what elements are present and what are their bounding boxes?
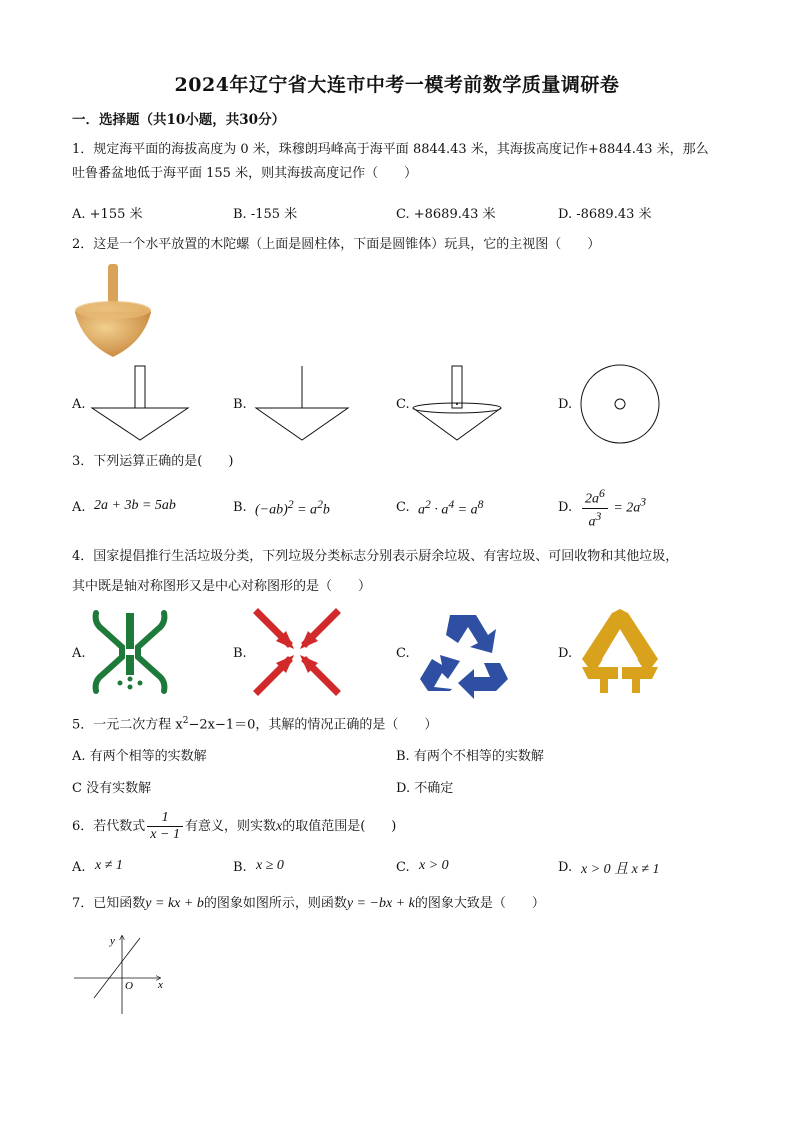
- q6-label-c[interactable]: C.: [396, 860, 410, 875]
- q5-text-b: −2x−1＝0，其解的情况正确的是（ ）: [188, 717, 438, 733]
- q3-c-e1: 2: [425, 498, 431, 511]
- y-axis-label: y: [110, 935, 115, 947]
- q1-option-a[interactable]: A. +155 米: [72, 207, 143, 222]
- q6-option-d: x > 0 且 x ≠ 1: [581, 862, 660, 877]
- q7-graph: [74, 932, 174, 1016]
- q5-option-b[interactable]: B. 有两个不相等的实数解: [396, 749, 544, 764]
- q6-option-a: x ≠ 1: [95, 858, 123, 873]
- q2-figure-a: [90, 366, 190, 444]
- q6-option-c: x > 0: [419, 858, 449, 873]
- function-line: [94, 938, 140, 998]
- q3-c-e2: 4: [448, 498, 455, 511]
- q3-c-dot: · a: [430, 502, 449, 518]
- recyclable-icon: [416, 609, 510, 695]
- q7-function-2: y = −bx + k: [346, 896, 415, 911]
- other-waste-icon: [578, 607, 662, 697]
- q2-label-b[interactable]: B.: [233, 397, 247, 412]
- q7-function-1: y = kx + b: [145, 896, 204, 911]
- kitchen-waste-icon: [90, 607, 170, 697]
- q5-option-d[interactable]: D. 不确定: [396, 781, 454, 796]
- question-1: [72, 138, 732, 186]
- q6-label-a[interactable]: A.: [72, 860, 86, 875]
- q4-line2: 其中既是轴对称图形又是中心对称图形的是（ ）: [72, 579, 372, 594]
- q6-text-b: 有意义，则实数: [184, 819, 276, 834]
- q1-option-c[interactable]: C. +8689.43 米: [396, 207, 496, 222]
- q3-b-rhs-b: b: [322, 502, 330, 518]
- hazardous-waste-icon: [254, 609, 340, 695]
- q3-b-rhs: = a: [293, 502, 318, 518]
- q6-fraction: [147, 810, 183, 843]
- q2-figure-b: [254, 366, 354, 444]
- q2-text: 2．这是一个水平放置的木陀螺（上面是圆柱体，下面是圆锥体）玩具，它的主视图（ ）: [72, 237, 601, 252]
- q3-d-num-exp: 6: [599, 487, 605, 500]
- q4-line1: 4．国家提倡推行生活垃圾分类，下列垃圾分类标志分别表示厨余垃圾、有害垃圾、可回收物和其他垃圾，: [72, 549, 679, 564]
- q6-text-c: 的取值范围是( ): [282, 819, 397, 834]
- q3-c-a: a: [418, 502, 425, 518]
- q2-figure-d: [580, 364, 662, 444]
- q3-option-b: [255, 498, 330, 519]
- q7-text-b: 的图象如图所示，则函数: [203, 896, 347, 911]
- q1-option-b[interactable]: B. -155 米: [233, 207, 298, 222]
- q6-text-a: 6．若代数式: [72, 819, 146, 834]
- q6-frac-num: 1: [147, 810, 183, 827]
- q2-label-d[interactable]: D.: [558, 397, 573, 412]
- q5-option-a[interactable]: A. 有两个相等的实数解: [72, 749, 207, 764]
- q4-label-d[interactable]: D.: [558, 646, 573, 661]
- q1-option-d[interactable]: D. -8689.43 米: [558, 207, 652, 222]
- q5-exponent: 2: [182, 716, 189, 726]
- q2-label-a[interactable]: A.: [72, 397, 86, 412]
- q5-option-c[interactable]: C 没有实数解: [72, 781, 152, 796]
- q1-line1: 1．规定海平面的海拔高度为 0 米，珠穆朗玛峰高于海平面 8844.43 米，其海拔高度记作+8844.43 米，那么: [72, 142, 709, 157]
- q4-label-a[interactable]: A.: [72, 646, 86, 661]
- q3-d-den-exp: 3: [595, 509, 602, 523]
- q5-text-a: 5．一元二次方程 x: [72, 717, 183, 733]
- q3-label-d[interactable]: D.: [558, 500, 573, 515]
- q3-label-c[interactable]: C.: [396, 500, 410, 515]
- x-axis-label: x: [158, 979, 163, 991]
- origin-label: O: [125, 980, 133, 992]
- question-7: [72, 892, 732, 916]
- q6-var: x: [275, 819, 283, 834]
- q3-label-b[interactable]: B.: [233, 500, 247, 515]
- q2-label-c[interactable]: C.: [396, 397, 410, 412]
- question-6: [72, 810, 732, 843]
- q7-text-c: 的图象大致是（ ）: [414, 896, 545, 911]
- question-4: [72, 545, 732, 599]
- q3-d-rhs-exp: 3: [640, 495, 647, 509]
- section-heading: 一．选择题（共10小题，共30分）: [72, 112, 286, 128]
- q3-c-e3: 8: [477, 498, 484, 511]
- q3-d-num: 2a: [585, 491, 599, 507]
- q3-label-a[interactable]: A.: [72, 500, 86, 515]
- q3-option-a: 2a + 3b = 5ab: [94, 498, 176, 513]
- q3-option-c: [418, 498, 483, 519]
- q1-line2: 吐鲁番盆地低于海平面 155 米，则其海拔高度记作（ ）: [72, 166, 418, 181]
- spinning-top-photo: [72, 262, 152, 362]
- question-5: [72, 709, 732, 737]
- q3-b-base: (−ab): [255, 502, 288, 518]
- q6-option-b: x ≥ 0: [256, 858, 284, 873]
- q3-d-den: a: [588, 514, 596, 530]
- q3-b-rhs-exp: 2: [317, 498, 323, 511]
- q6-frac-den: x − 1: [150, 827, 180, 842]
- q6-label-d[interactable]: D.: [558, 860, 573, 875]
- q3-text: 3．下列运算正确的是( ): [72, 454, 234, 469]
- q7-text-a: 7．已知函数: [72, 896, 146, 911]
- page-title: 2024年辽宁省大连市中考一模考前数学质量调研卷: [174, 74, 620, 96]
- q6-label-b[interactable]: B.: [233, 860, 247, 875]
- q3-d-rhs: = 2a: [609, 500, 641, 516]
- q3-c-eq: = a: [454, 502, 478, 518]
- q3-d-fraction: [582, 486, 608, 530]
- q4-label-c[interactable]: C.: [396, 646, 410, 661]
- q3-b-exp: 2: [287, 498, 294, 511]
- q4-label-b[interactable]: B.: [233, 646, 247, 661]
- q2-figure-c: [414, 366, 514, 444]
- q3-option-d: [580, 486, 646, 530]
